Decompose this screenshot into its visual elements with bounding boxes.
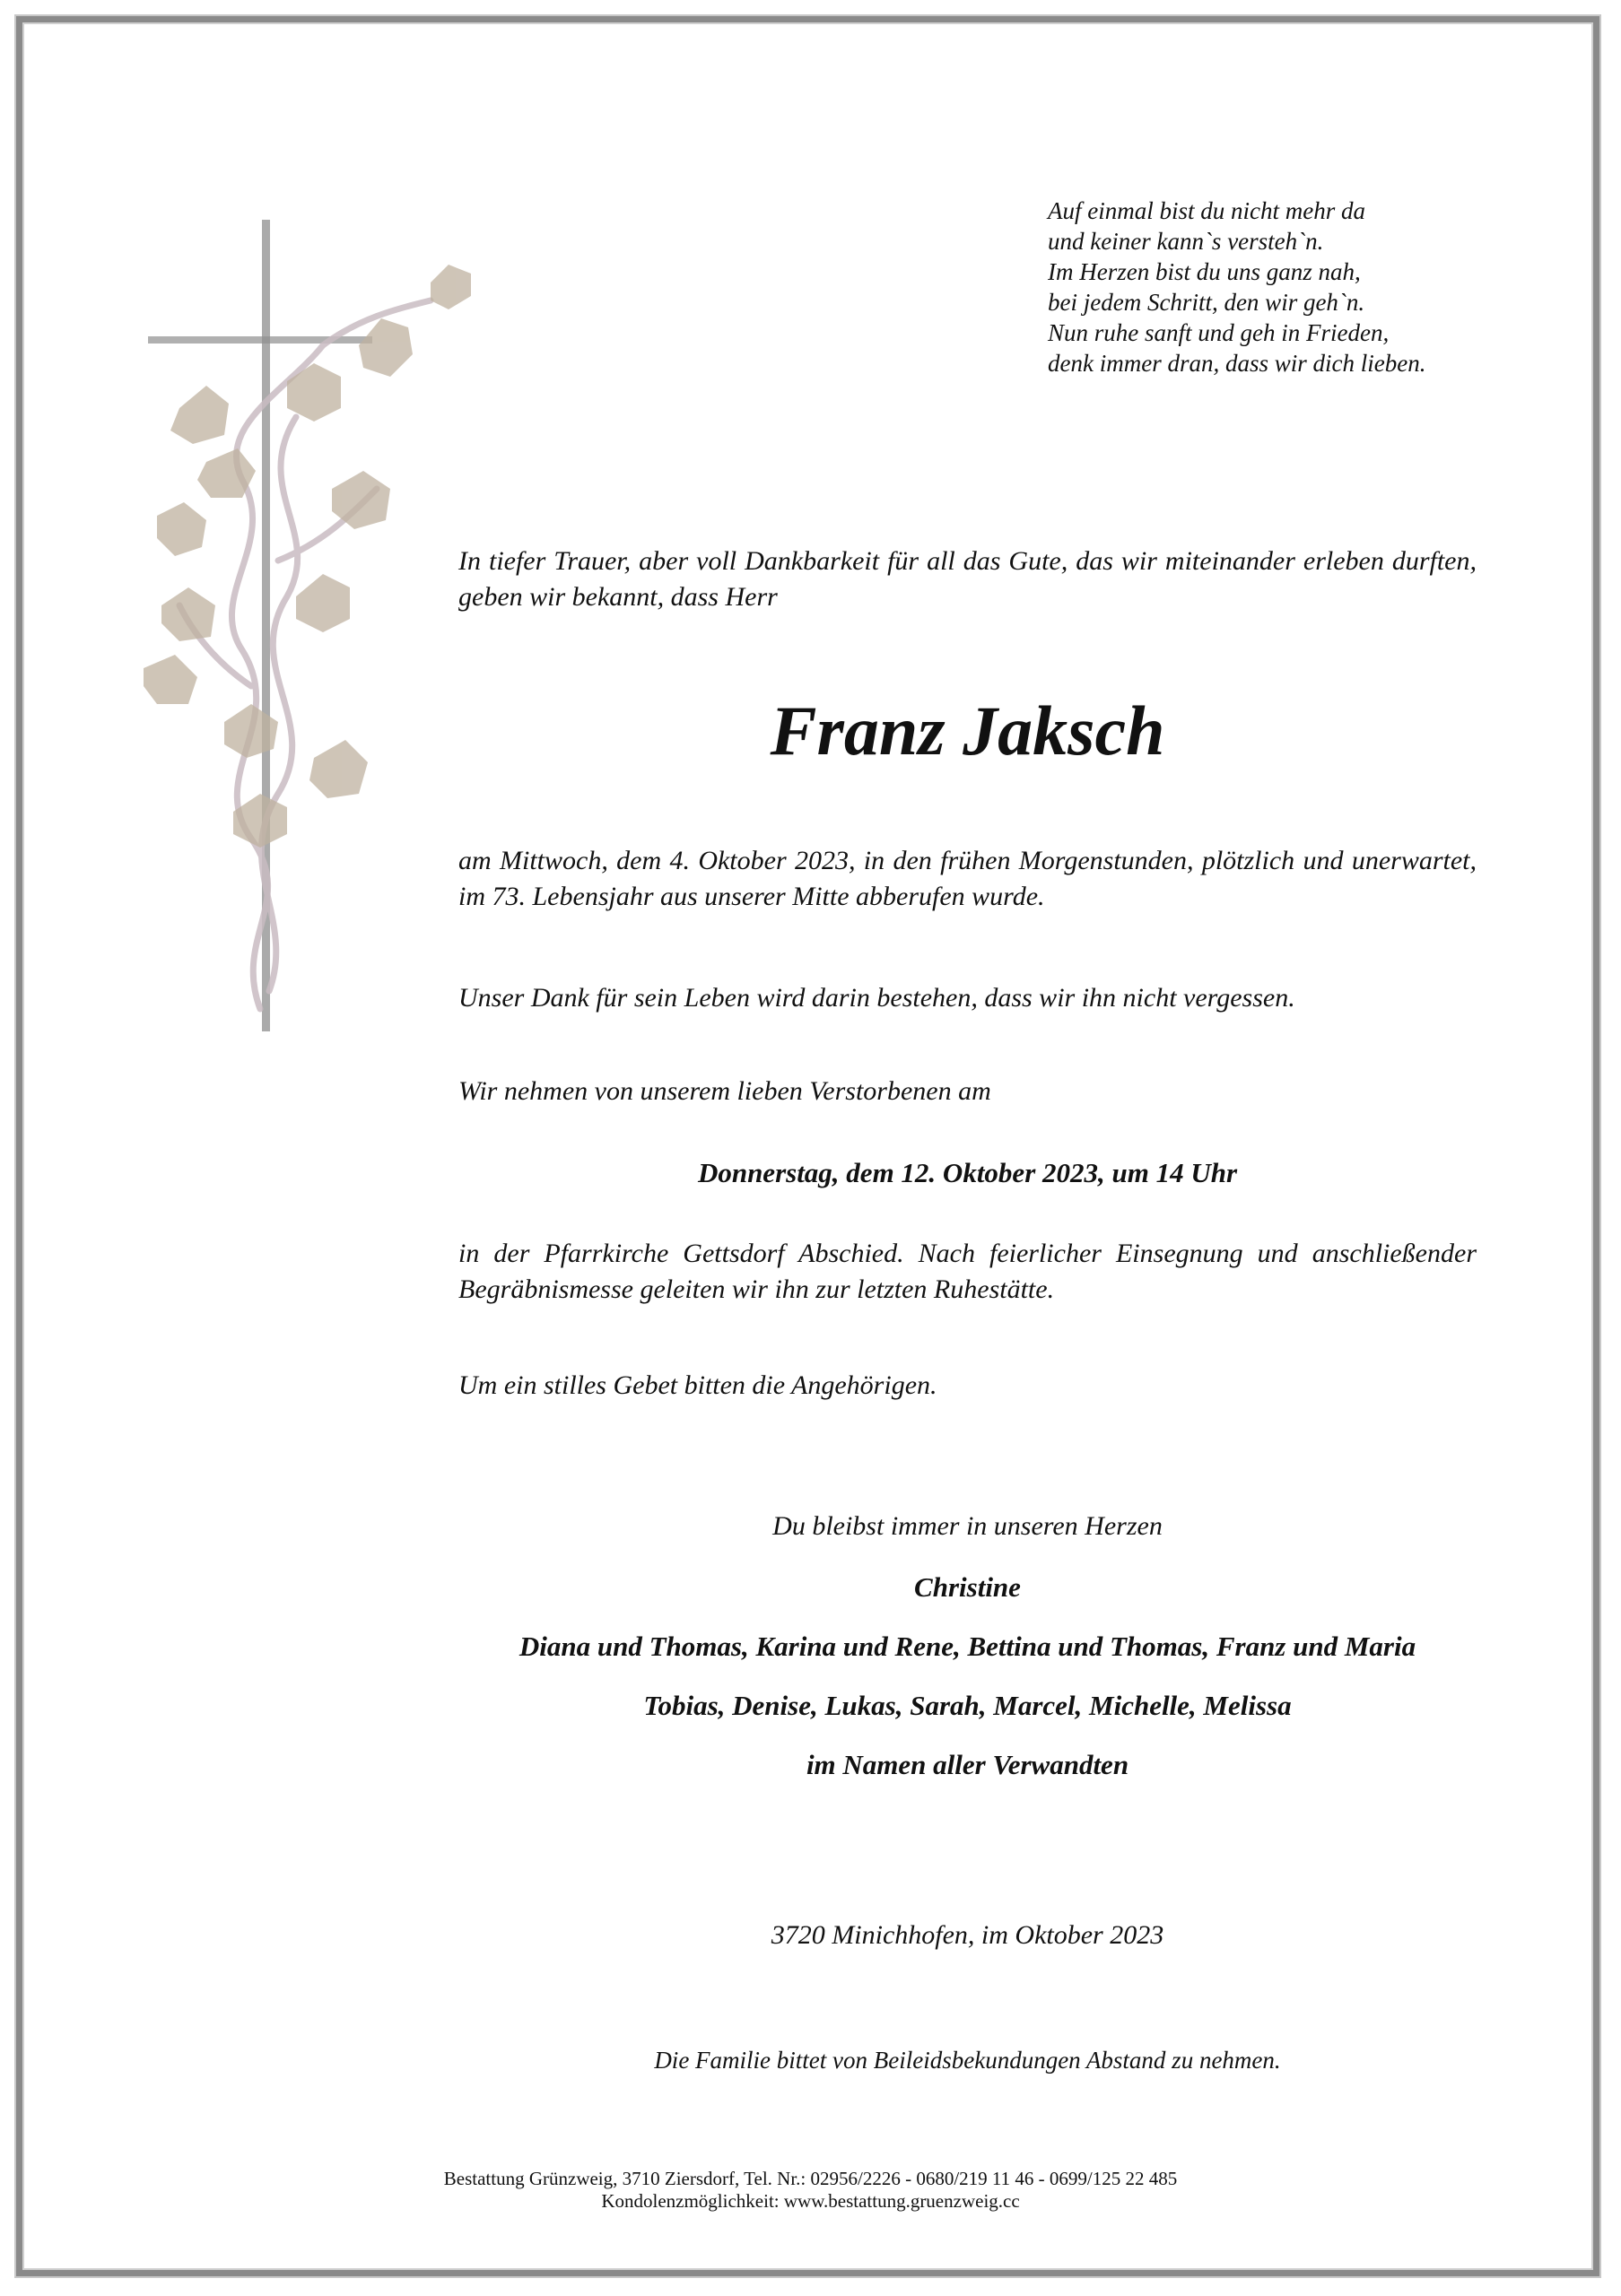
thanks-paragraph: Unser Dank für sein Leben wird darin bestehen, dass wir ihn nicht vergessen. — [458, 983, 1295, 1013]
funeral-place-paragraph: in der Pfarrkirche Gettsdorf Abschied. Nach feierlicher Einsegnung und anschließender Begräbnismesse geleiten wir ihn zur letzten Ruhestätte. — [458, 1239, 1477, 1304]
death-notice-paragraph: am Mittwoch, dem 4. Oktober 2023, in den frühen Morgenstunden, plötzlich und unerwartet, im 73. Lebensjahr aus unserer Mitte abberufen wurde. — [458, 846, 1477, 911]
deceased-name: Franz Jaksch — [770, 691, 1165, 770]
poem — [1048, 196, 1532, 378]
closing-line: Du bleibst immer in unseren Herzen — [772, 1511, 1163, 1541]
prayer-paragraph: Um ein stilles Gebet bitten die Angehörigen. — [458, 1370, 937, 1400]
place-date: 3720 Minichhofen, im Oktober 2023 — [771, 1920, 1164, 1950]
mourner-line: Diana und Thomas, Karina und Rene, Bettina und Thomas, Franz und Maria — [519, 1631, 1416, 1662]
poem-line: Auf einmal bist du nicht mehr da — [1048, 197, 1365, 224]
mourner-line: Tobias, Denise, Lukas, Sarah, Marcel, Michelle, Melissa — [643, 1690, 1292, 1721]
footer-condolence-link[interactable]: Kondolenzmöglichkeit: www.bestattung.gruenzweig.cc — [601, 2190, 1020, 2212]
cross-with-vine-icon — [144, 220, 556, 1049]
poem-line: Im Herzen bist du uns ganz nah, — [1048, 258, 1361, 285]
mourner-line: Christine — [914, 1571, 1021, 1603]
farewell-intro-paragraph: Wir nehmen von unserem lieben Verstorbenen am — [458, 1076, 991, 1106]
footer-contact: Bestattung Grünzweig, 3710 Ziersdorf, Tel. Nr.: 02956/2226 - 0680/219 11 46 - 0699/125 22 485 — [443, 2168, 1178, 2189]
poem-line: denk immer dran, dass wir dich lieben. — [1048, 350, 1426, 377]
condolence-request: Die Familie bittet von Beileidsbekundungen Abstand zu nehmen. — [654, 2047, 1281, 2074]
funeral-date: Donnerstag, dem 12. Oktober 2023, um 14 Uhr — [697, 1157, 1238, 1188]
poem-line: Nun ruhe sanft und geh in Frieden, — [1048, 319, 1390, 346]
footer — [0, 2168, 1621, 2213]
poem-line: und keiner kann`s versteh`n. — [1048, 228, 1324, 255]
mourner-line: im Namen aller Verwandten — [806, 1749, 1129, 1780]
poem-line: bei jedem Schritt, den wir geh`n. — [1048, 289, 1365, 316]
intro-paragraph: In tiefer Trauer, aber voll Dankbarkeit für all das Gute, das wir miteinander erleben durften, geben wir bekannt, dass Herr — [458, 546, 1477, 612]
